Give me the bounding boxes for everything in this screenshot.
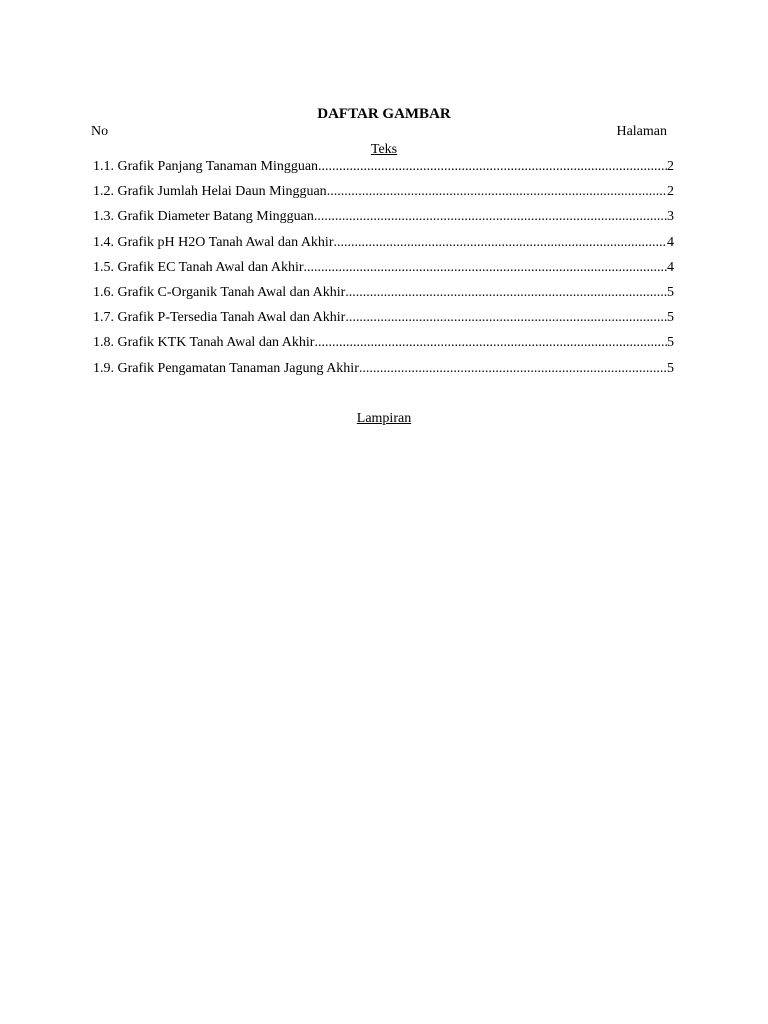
column-header-no: No — [91, 124, 109, 139]
figure-label: 1.1. Grafik Panjang Tanaman Mingguan — [93, 159, 319, 174]
figure-page-number: 5 — [667, 335, 674, 351]
dot-leader — [327, 183, 667, 201]
figure-page-number: 5 — [667, 310, 674, 326]
dot-leader — [314, 334, 667, 352]
column-header-halaman: Halaman — [616, 124, 667, 139]
figure-list-item — [93, 309, 674, 334]
figure-page-number: 5 — [667, 360, 674, 376]
figure-list-item — [93, 234, 674, 259]
dot-leader — [334, 234, 668, 252]
section-heading-lampiran: Lampiran — [356, 411, 412, 426]
figure-list-item — [93, 183, 674, 208]
dot-leader — [345, 309, 667, 327]
figure-list — [93, 158, 674, 385]
figure-page-number: 4 — [667, 234, 674, 250]
figure-list-item — [93, 259, 674, 284]
figure-page-number: 2 — [667, 184, 674, 200]
figure-label: 1.5. Grafik EC Tanah Awal dan Akhir — [93, 259, 304, 275]
figure-list-item — [93, 284, 674, 309]
dot-leader — [359, 360, 667, 378]
figure-page-number: 4 — [667, 259, 674, 275]
figure-page-number: 3 — [667, 209, 674, 225]
figure-list-item — [93, 360, 674, 385]
figure-list-item — [93, 334, 674, 359]
figure-label: 1.2. Grafik Jumlah Helai Daun Mingguan — [93, 184, 327, 200]
figure-list-item — [93, 208, 674, 233]
figure-label: 1.9. Grafik Pengamatan Tanaman Jagung Akhir — [93, 360, 359, 376]
dot-leader — [345, 284, 667, 302]
figure-label: 1.4. Grafik pH H2O Tanah Awal dan Akhir — [93, 234, 334, 250]
figure-page-number: 2 — [667, 159, 674, 174]
dot-leader — [318, 158, 667, 176]
dot-leader — [314, 208, 667, 226]
figure-label: 1.8. Grafik KTK Tanah Awal dan Akhir — [93, 335, 315, 351]
section-heading-teks: Teks — [370, 142, 398, 157]
figure-label: 1.3. Grafik Diameter Batang Mingguan — [93, 209, 314, 225]
figure-page-number: 5 — [667, 284, 674, 300]
page-title: DAFTAR GAMBAR — [317, 106, 451, 122]
figure-label: 1.7. Grafik P-Tersedia Tanah Awal dan Akhir — [93, 310, 346, 326]
figure-label: 1.6. Grafik C-Organik Tanah Awal dan Akhir — [93, 284, 346, 300]
figure-list-item — [93, 158, 674, 183]
dot-leader — [304, 259, 667, 277]
